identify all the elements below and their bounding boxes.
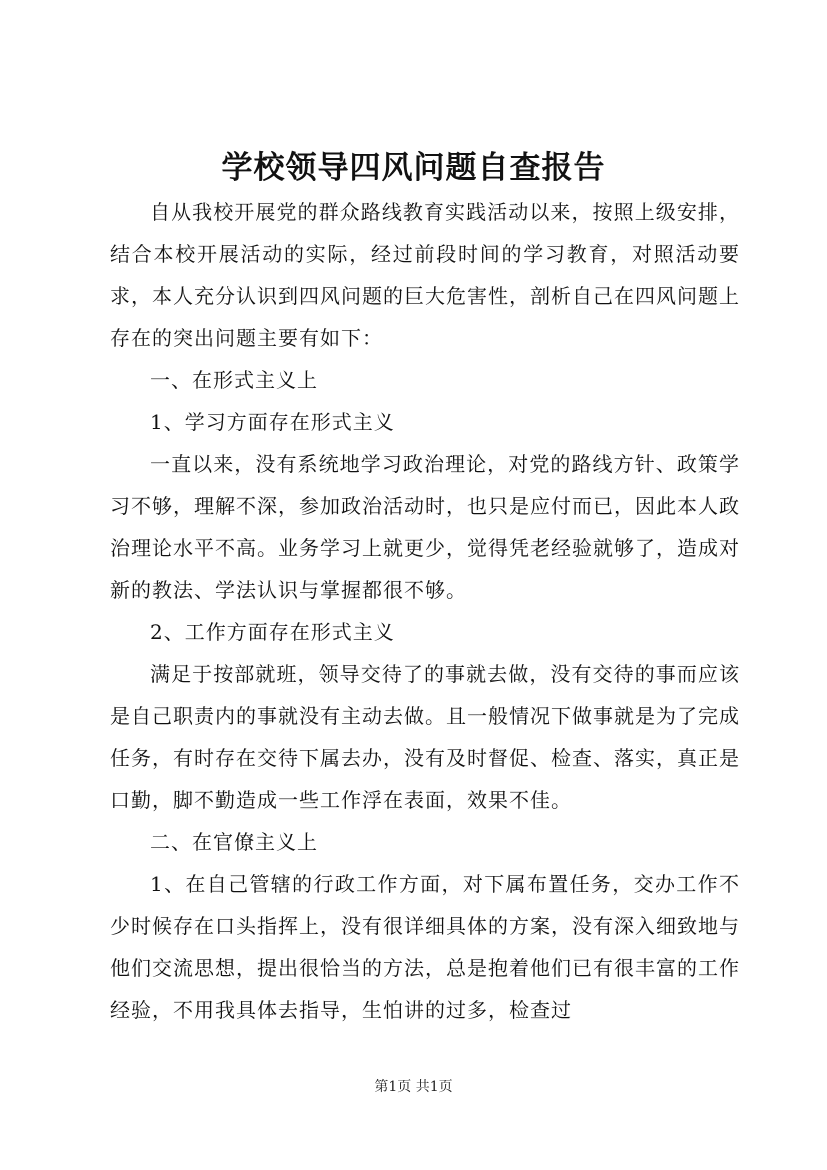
paragraph-study-formalism: 一直以来，没有系统地学习政治理论，对党的路线方针、政策学习不够，理解不深，参加政治活动时，也只是应付而已，因此本人政治理论水平不高。业务学习上就更少，觉得凭老经验就够了，造成对新的教法、学法认识与掌握都很不够。 (110, 452, 740, 602)
paragraph-work-formalism: 满足于按部就班，领导交待了的事就去做，没有交待的事而应该是自己职责内的事就没有主动去做。且一般情况下做事就是为了完成任务，有时存在交待下属去办，没有及时督促、检查、落实，真正是口勤，脚不勤造成一些工作浮在表面，效果不佳。 (110, 662, 740, 812)
section-heading-formalism: 一、在形式主义上 (150, 368, 318, 392)
paragraph-administrative-work: 1、在自己管辖的行政工作方面，对下属布置任务，交办工作不少时候存在口头指挥上，没有很详细具体的方案，没有深入细致地与他们交流思想，提出很恰当的方法，总是抱着他们已有很丰富的工作经验，不用我具体去指导，生怕讲的过多，检查过 (110, 872, 740, 1022)
section-heading-bureaucratism: 二、在官僚主义上 (150, 830, 318, 854)
subheading-study-formalism: 1、学习方面存在形式主义 (150, 410, 395, 434)
document-body (110, 191, 740, 1031)
document-title: 学校领导四风问题自查报告 (221, 150, 606, 186)
subheading-work-formalism: 2、工作方面存在形式主义 (150, 620, 395, 644)
page-number-footer: 第1页 共1页 (374, 1079, 453, 1095)
paragraph-intro: 自从我校开展党的群众路线教育实践活动以来，按照上级安排，结合本校开展活动的实际，经过前段时间的学习教育，对照活动要求，本人充分认识到四风问题的巨大危害性，剖析自己在四风问题上存在的突出问题主要有如下： (110, 200, 740, 350)
